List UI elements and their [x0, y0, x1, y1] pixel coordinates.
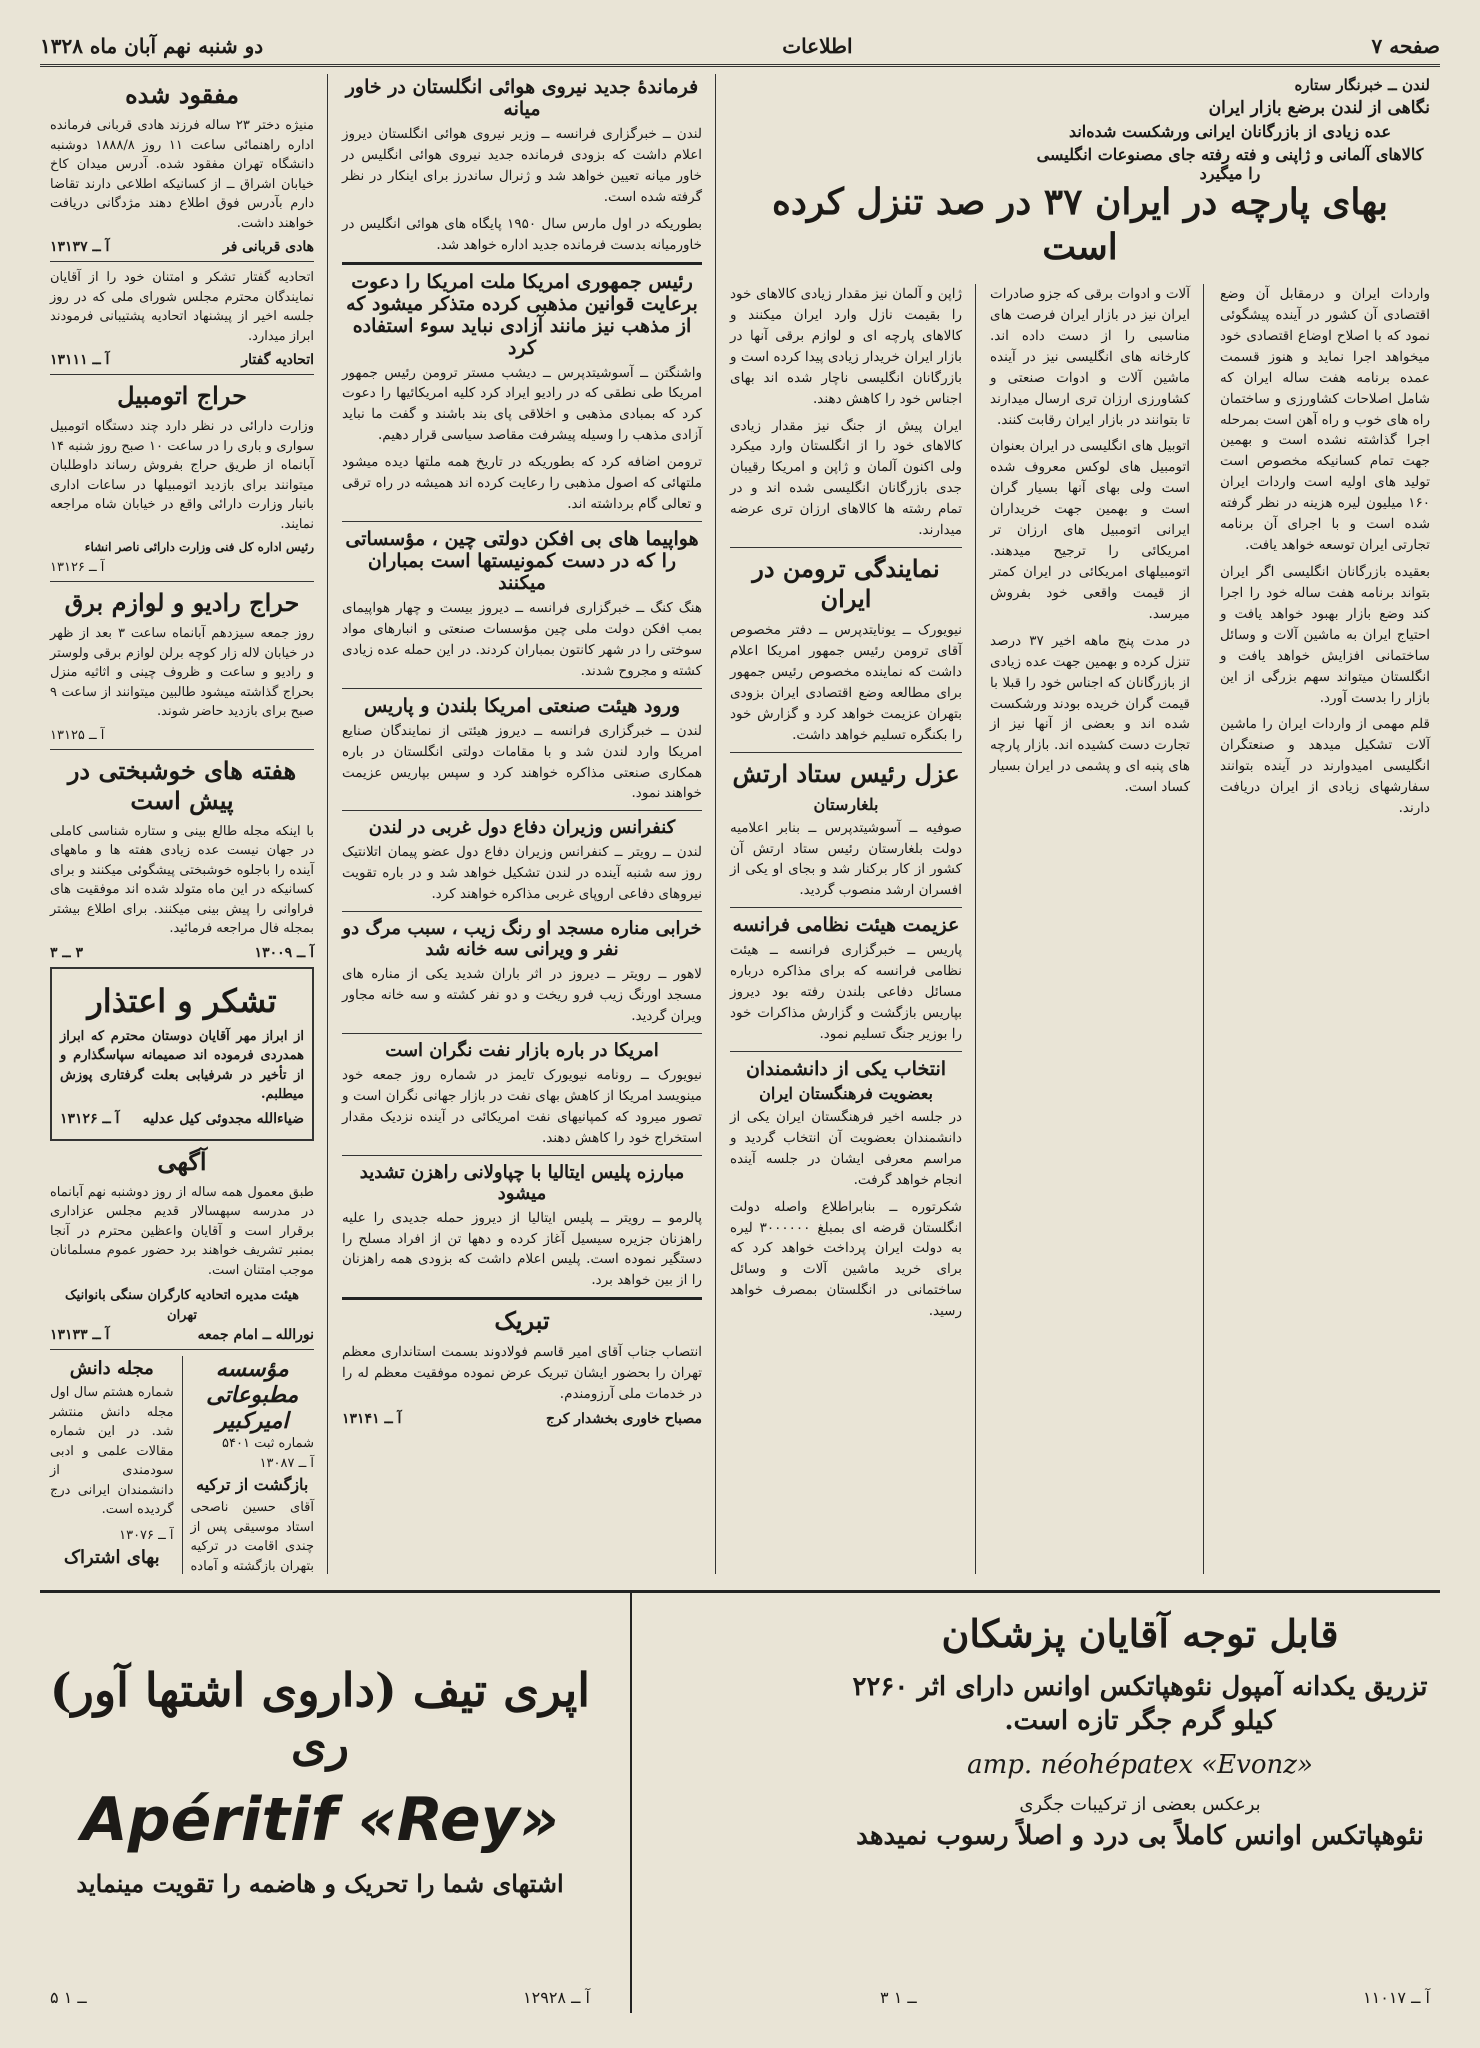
main-story-col-c	[720, 284, 972, 1574]
divider	[342, 1155, 702, 1156]
neohepatex-line-2: کیلو گرم جگر تازه است.	[1004, 1706, 1276, 1736]
notice-signature-2: نورالله ــ امام جمعه	[197, 1327, 314, 1343]
neohepatex-ref-a: آ ــ ۱۱۰۱۷	[1363, 1988, 1430, 2007]
column-world-news	[332, 74, 712, 1574]
column-rule	[1203, 284, 1204, 1574]
kicker-3: عده زیادی از بازرگانان ایرانی ورشکست شده‌اند	[1068, 122, 1392, 141]
main-body-c: ژاپن و آلمان نیز مقدار زیادی کالاهای خود را بقیمت نازل وارد ایران میکنند و کالاهای پارچه ای و لوازم برقی آنها در بازار ایران خریدار زیادی پیدا کرده است و بازرگانان انگلیسی ناچار شده اند بهای اجناس خود را کاهش دهند.	[730, 286, 962, 407]
divider	[50, 581, 314, 582]
aperitif-ref-b: ۵ ــ ۱	[50, 1988, 87, 2007]
subscription-subhead	[50, 1572, 174, 1574]
main-story-col-a	[1210, 284, 1440, 1574]
bulgaria-subhead: بلغارستان	[813, 794, 879, 814]
divider	[50, 374, 314, 375]
fortune-body: با اینکه مجله طالع بینی و ستاره شناسی کاملی در جهان نیست عده زیادی هفته ها و ماههای آینده را باجلوه خوشبختی پیشگوئی میکنند و برای کسانیکه در این ماه متولد شده اند موفقیت های فراوانی را پیش بینی میکنند. برای اطلاع بیشتر بمجله فال مراجعه فرمائید.	[50, 823, 314, 936]
fortune-ref: آ ــ ۱۳۰۰۹	[254, 944, 314, 961]
truman-body: نیویورک ــ یونایتدپرس ــ دفتر مخصوص آقای ترومن رئیس جمهور امریکا اعلام داشت که نماینده مخصوص رئیس جمهور برای مطالعه وضع اقتصادی ایران بزودی بتهران عزیمت خواهد کرد و گزارش خود را بکنگره تسلیم خواهد داشت.	[730, 622, 962, 743]
thanks-headline: تشکر و اعتذار	[87, 981, 277, 1020]
subscription-headline: بهای اشتراک	[63, 1547, 160, 1568]
lower-grid-right	[190, 1356, 314, 1574]
oil-headline: امریکا در باره بازار نفت نگران است	[385, 1039, 659, 1061]
aperitif-title: اپری تیف (داروی اشتها آور) ری	[49, 1663, 591, 1771]
divider	[730, 1051, 962, 1052]
raf-body: لندن ــ خبرگزاری فرانسه ــ وزیر نیروی هوائی انگلستان دیروز اعلام داشت که بزودی فرمانده جدید نیروی هوائی انگلیس در خاور میانه تعیین خواهد شد و ژنرال ساندرز برای اینکار در نظر گرفته شده است.	[342, 126, 702, 205]
main-body-b: آلات و ادوات برقی که جزو صادرات ایران نیز در بازار ایران فرصت های مناسبی را از دست داده اند. کارخانه های انگلیسی نیز در آینده ماشین آلات و ادوات صنعتی و کشاورزی ارزان تری ارسال میدارند تا بتوانند در بازار ایران رقابت کنند.	[990, 286, 1190, 428]
notice-headline: آگهی	[157, 1146, 207, 1176]
column-rule	[182, 1356, 183, 1574]
columns	[40, 74, 1440, 1574]
radio-auction-headline: حراج رادیو و لوازم برق	[64, 588, 300, 617]
lower-grid-left	[50, 1356, 174, 1574]
divider	[342, 810, 702, 811]
divider	[730, 547, 962, 548]
main-body-d: اتوبیل های انگلیسی در ایران بعنوان اتومبیل های لوکس معروف شده است ولی بهای آنها بسیار گران است و بهمین جهت خریداران ایرانی اتومبیل های ارزان تر امریکائی را ترجیح میدهند. اتومبیلهای امریکائی در ایران کمتر از قیمت واقعی خود بفروش میرسد.	[990, 438, 1190, 622]
china-headline: هواپیما های بی افکن دولتی چین ، مؤسساتی را که در دست کمونیستها است بمباران میکنند	[345, 527, 699, 594]
divider	[50, 261, 314, 262]
notice-ref: آ ــ ۱۳۱۳۳	[50, 1327, 110, 1343]
union-signature-row	[50, 352, 314, 368]
main-body-a: واردات ایران و درمقابل آن وضع اقتصادی آن کشور در آینده پیشگوئی نمود که با اصلاح اوضاع اقتصادی خود میخواهد اجرا نماید و هنوز قسمت عمده برنامه هفت ساله ایران که شامل اصلاحات کشاورزی و ساختمان راه های خوب و راه آهن است بمرحله اجرا گذاشته نشده است و بهمین جهت تمام کسانیکه مخصوص است تولید های اولیه است واردات ایران ۱۶۰ میلیون لیره هزینه در نظر گرفته شده است و با اجرای آن برنامه تجارتی ایران توسعه خواهد یافت.	[1220, 286, 1430, 554]
bulgaria-headline: عزل رئیس ستاد ارتش	[732, 758, 960, 788]
notice-signature: هیئت مدیره اتحادیه کارگران سنگی بانوانیک تهران	[65, 1288, 299, 1323]
column-classifieds	[40, 74, 324, 1574]
masthead	[40, 28, 1440, 67]
truman-religion-headline: رئیس جمهوری امریکا ملت امریکا را دعوت برعایت قوانین مذهبی کرده متذکر میشود که از مذهب نیز مانند آزادی نباید سوء استفاده کرد	[346, 270, 698, 359]
defence-headline: کنفرانس وزیران دفاع دول غربی در لندن	[368, 817, 676, 839]
missing-signature-row	[50, 239, 314, 255]
missing-body: منیژه دختر ۲۳ ساله فرزند هادی قربانی فرمانده اداره راهنمائی ساعت ۱۱ روز ۱۸۸۸/۸ دوشنبه دانشگاه تهران مفقود شده. آدرس میدان کاخ خیابان اشراق ــ از کسانیکه اطلاعی دارند تقاضا دارم بآدرس فوق اطلاع دهند مژدگانی دریافت خواهند داشت.	[50, 118, 314, 231]
neohepatex-latin: amp. néohépatex «Evonz»	[967, 1750, 1313, 1780]
divider	[342, 1297, 702, 1300]
main-body-e: در مدت پنج ماهه اخیر ۳۷ درصد تنزل کرده و بهمین جهت عده زیادی از بازرگانان که اجناس خود را قبلا با قیمت گران خریده بودند ورشکست شده اند و بعضی از آنها نیز از تجارت دست کشیده اند. بازار پارچه های پنبه ای و پشمی در ایران بسیار کساد است.	[990, 632, 1190, 796]
main-story-col-b	[980, 284, 1200, 1574]
danesh-ref: آ ــ ۱۳۰۷۶	[119, 1527, 174, 1543]
kicker-1: لندن ــ خبرنگار ستاره	[1294, 76, 1430, 94]
union-ref: آ ــ ۱۳۱۱۱	[50, 352, 110, 368]
radio-auction-ref: آ ــ ۱۳۱۲۵	[50, 727, 105, 743]
column-rule	[715, 74, 716, 1574]
main-headline: بهای پارچه در ایران ۳۷ در صد تنزل کرده است	[771, 181, 1389, 268]
italy-body: پالرمو ــ رویتر ــ پلیس ایتالیا از دیروز حمله جدیدی را علیه راهزنان جزیره سیسیل آغاز کرده و دهها تن از افراد مسلح را دستگیر نموده است. پلیس اعلام داشت که بزودی همه راهزنان را از بین خواهد برد.	[342, 1209, 702, 1289]
academy-subhead: بعضویت فرهنگستان ایران	[759, 1083, 933, 1103]
missing-headline: مفقود شده	[125, 80, 239, 109]
truman-religion-body-2: ترومن اضافه کرد که بطوریکه در تاریخ همه ملتها دیده میشود ملتهائی که اصول مذهبی را رعایت کرده اند همیشه در راه ترقی و تعالی گام برداشته اند.	[342, 454, 702, 513]
missing-signature: هادی قربانی فر	[222, 239, 314, 255]
danesh-body: شماره هشتم سال اول مجله دانش منتشر شد. در این شماره مقالات علمی و ادبی سودمندی از دانشمندان ایرانی درج گردیده است.	[50, 1385, 174, 1517]
thanks-body: از ابراز مهر آقایان دوستان محترم که ابراز همدردی فرموده اند صمیمانه سپاسگذارم و از تأخیر در شرفیابی بعلت گرفتاری پوزش میطلبم.	[60, 1028, 304, 1102]
main-body-f: ایران پیش از جنگ نیز مقدار زیادی کالاهای خود را از انگلستان وارد میکرد ولی اکنون آلمان و ژاپن و امریکا رقیبان جدی بازرگانان انگلیسی شده اند و در تمام رشته ها کالاهای ارزان تری عرضه میدارند.	[730, 417, 962, 539]
neohepatex-ref-b: ۳ ــ ۱	[880, 1988, 917, 2007]
oil-body: نیویورک ــ رونامه نیویورک تایمز در شماره روز جمعه خود مینویسد امریکا از کاهش بهای نفت در بازار جهانی نگران است و تصور میرود که کمپانیهای نفت امریکائی در آینده نزدیک مقدار استخراج خود را کاهش دهند.	[342, 1066, 702, 1146]
main-headline-block	[720, 174, 1440, 274]
ad-divider	[630, 1593, 632, 2013]
car-auction-body: وزارت دارائی در نظر دارد چند دستگاه اتومبیل سواری و باری را در ساعت ۱۰ صبح روز شنبه ۱۴ آبانماه از طریق حراج بفروش رساند داوطلبان میتوانند برای بازدید اتومبیلها در ساعات اداری بانبار وزارت دارائی واقع در خیابان شاه مراجعه نمایند.	[50, 419, 314, 532]
divider	[730, 752, 962, 753]
aperitif-latin: Apéritif «Rey»	[81, 1785, 559, 1855]
aperitif-ref-a: آ ــ ۱۲۹۲۸	[523, 1988, 590, 2007]
italy-headline: مبارزه پلیس ایتالیا با چپاولانی راهزن تشدید میشود	[359, 1161, 685, 1204]
truman-religion-body: واشنگتن ــ آسوشیتدپرس ــ دیشب مستر ترومن رئیس جمهور امریکا طی نطقی که در رادیو ایراد کرد کلیه امریکائیها را دعوت کرد که بمبادی مذهبی و اخلاقی پای بند باشند و گفت ما نباید آزادی مذهب را وسیله پیشرفت مقاصد سیاسی قرار دهیم.	[342, 364, 702, 444]
france-mission-body: پاریس ــ خبرگزاری فرانسه ــ هیئت نظامی فرانسه که برای مذاکره درباره مسائل دفاعی بلندن رفته بود دیروز بپاریس بازگشت و گزارش مذاکرات خود را بوزیر جنگ تسلیم نمود.	[730, 942, 962, 1042]
page-number: صفحه ۷	[1371, 34, 1440, 58]
column-rule	[327, 74, 328, 1574]
paper-name: اطلاعات	[782, 34, 853, 58]
neohepatex-ad	[840, 1593, 1440, 2013]
mosque-headline: خرابی مناره مسجد او رنگ زیب ، سبب مرگ دو نفر و ویرانی سه خانه شد	[342, 918, 702, 961]
mosque-body: لاهور ــ رویتر ــ دیروز در اثر باران شدید یکی از مناره های مسجد اورنگ زیب فرو ریخت و دو نفر کشته و سه خانه مجاور ویران گردید.	[342, 966, 702, 1024]
danesh-headline: مجله دانش	[69, 1358, 154, 1379]
us-mission-headline: ورود هیئت صنعتی امریکا بلندن و پاریس	[363, 694, 681, 717]
column-rule	[975, 284, 976, 1574]
truman-headline: نمایندگی ترومن در ایران	[752, 554, 940, 614]
car-auction-signature: رئیس اداره کل فنی وزارت دارائی ناصر انشاء	[84, 540, 314, 554]
date-line: دو شنبه نهم آبان ماه ۱۳۲۸	[40, 34, 264, 58]
turkey-headline: بازگشت از ترکیه	[196, 1475, 309, 1494]
neohepatex-line-3: برعکس بعضی از ترکیبات جگری	[1019, 1794, 1261, 1815]
loan-body: شکرتوره ــ بنابراطلاع واصله دولت انگلستان قرضه ای بمبلغ ۳۰۰۰۰۰۰ لیره به دولت ایران پرداخت خواهد کرد که برای خرید ماشین آلات و وسائل ساختمانی در انگلستان بمصرف خواهد رسید.	[730, 1198, 962, 1320]
thanks-ref: آ ــ ۱۳۱۲۶	[60, 1110, 120, 1127]
congrats-signature-row	[342, 1411, 702, 1427]
congrats-body: انتصاب جناب آقای امیر قاسم فولادوند بسمت استانداری معظم تهران را بحضور ایشان تبریک عرض نموده موفقیت معظم له را در خدمات ملی آرزومندم.	[342, 1344, 702, 1403]
main-body-g: بعقیده بازرگانان انگلیسی اگر ایران بتواند برنامه هفت ساله خود را اجرا کند وضع بازار بهبود خواهد یافت و احتیاج ایران به ماشین آلات و وسائل ساختمانی افزایش خواهد یافت و انگلستان میتواند سهم بزرگی از این بازار را بدست آورد.	[1220, 563, 1430, 706]
fortune-ref-2: ۳ ــ ۳	[50, 944, 84, 961]
bottom-ads	[40, 1590, 1440, 2013]
thanks-signature-row	[60, 1111, 304, 1127]
divider	[342, 521, 702, 522]
aperitif-line: اشتهای شما را تحریک و هاضمه را تقویت مینماید	[76, 1869, 564, 1898]
lower-grid	[50, 1356, 314, 1574]
academy-body: در جلسه اخیر فرهنگستان ایران یکی از دانشمندان بعضویت آن انتخاب گردید و مراسم معرفی ایشان در جلسه آینده انجام خواهد گرفت.	[730, 1108, 962, 1188]
congrats-headline: تبریک	[494, 1306, 550, 1336]
france-mission-headline: عزیمت هیئت نظامی فرانسه	[732, 914, 960, 937]
notice-ref-row	[50, 1327, 314, 1343]
divider	[342, 262, 702, 265]
raf-body-2: بطوریکه در اول مارس سال ۱۹۵۰ پایگاه های هوائی انگلیس در خاورمیانه بدست فرمانده جدید اداره خواهد شد.	[342, 215, 702, 253]
divider	[342, 911, 702, 912]
thanks-signature: ضیاءالله مجدوئی کیل عدلیه	[142, 1110, 304, 1127]
turkey-body: آقای حسین ناصحی استاد موسیقی پس از چندی اقامت در ترکیه بتهران بازگشته و آماده	[190, 1500, 314, 1574]
divider	[730, 907, 962, 908]
divider	[342, 688, 702, 689]
divider	[342, 1033, 702, 1034]
divider	[50, 1349, 314, 1350]
car-auction-ref: آ ــ ۱۳۱۲۶	[50, 560, 105, 575]
academy-headline: انتخاب یکی از دانشمندان	[745, 1057, 947, 1080]
radio-auction-body: روز جمعه سیزدهم آبانماه ساعت ۳ بعد از ظهر در خیابان لاله زار کوچه برلن لوازم برقی ولوستر و رادیو و ساعت و ظروف چینی و اثاثیه منزل بحراج گذاشته میشود طالبین میتوانند از ساعت ۹ صبح برای بازدید حاضر شوند.	[50, 626, 314, 719]
congrats-ref: آ ــ ۱۳۱۴۱	[342, 1411, 402, 1428]
raf-headline: فرماندهٔ جدید نیروی هوائی انگلستان در خاور میانه	[345, 76, 699, 120]
missing-ref: آ ــ ۱۳۱۳۷	[50, 239, 110, 255]
amirkabir-ref-a: شماره ثبت ۵۴۰۱	[222, 1436, 314, 1451]
congrats-signature: مصباح خاوری بخشدار کرج	[545, 1411, 702, 1428]
notice-body: طبق معمول همه ساله از روز دوشنبه نهم آبانماه در مدرسه سپهسالار قدیم مجلس عزاداری برقرار است و آقایان واعظین محترم در آنجا بمنبر تشریف خواهند برد حضور عموم مسلمانان موجب امتنان است.	[50, 1184, 314, 1278]
neohepatex-line-4: نئوهپاتکس اوانس کاملاً بی درد و اصلاً رسوب نمیدهد	[856, 1821, 1424, 1851]
bulgaria-body: صوفیه ــ آسوشیتدپرس ــ بنابر اعلامیه دولت بلغارستان رئیس ستاد ارتش آن کشور از کار برکنار شد و بجای او یکی از افسران ارشد منصوب گردید.	[730, 819, 962, 899]
kicker-4: کالاهای آلمانی و ژاپنی و فته رفته جای مصنوعات انگلیسی را میگیرد	[1036, 145, 1424, 183]
amirkabir-logo: مؤسسه مطبوعاتی امیرکبیر	[206, 1356, 299, 1434]
china-body: هنگ کنگ ــ خبرگزاری فرانسه ــ دیروز بیست و چهار هواپیمای بمب افکن دولت ملی چین مؤسسات صنعتی و انبارهای مواد سوختی را در شهر کانتون بمباران کردند. در این حمله عده زیادی کشته و مجروح شدند.	[342, 599, 702, 679]
union-thanks-body: اتحادیه گفتار تشکر و امتنان خود را از آقایان نمایندگان محترم مجلس شورای ملی که در روز جلسه اخیر از پیشنهاد اتحادیه پشتیبانی فرمودند ابراز میدارد.	[50, 270, 314, 344]
us-mission-body: لندن ــ خبرگزاری فرانسه ــ دیروز هیئتی از نمایندگان صنایع امریکا وارد لندن شد و با مقامات دولتی انگلستان در باره همکاری صنعتی مذاکره خواهند کرد و سپس بپاریس عزیمت خواهند نمود.	[342, 722, 702, 802]
aperitif-ad	[40, 1593, 600, 2013]
defence-body: لندن ــ رویتر ــ کنفرانس وزیران دفاع دول عضو پیمان اتلانتیک روز سه شنبه آینده در لندن تشکیل خواهد شد و در باره تقویت نیروهای دفاعی اروپای غربی مذاکره خواهند کرد.	[342, 844, 702, 903]
fortune-headline: هفته های خوشبختی در پیش است	[67, 755, 297, 815]
divider	[50, 749, 314, 750]
main-body-bottom: قلم مهمی از واردات ایران را ماشین آلات تشکیل میدهد و صنعتگران انگلیسی امیدوارند در آینده بتوانند سفارشهای زیادی از ایران دریافت دارند.	[1220, 716, 1430, 817]
fortune-ref-row	[50, 945, 314, 961]
car-auction-headline: حراج اتومبیل	[117, 381, 247, 410]
amirkabir-ref-b: آ ــ ۱۳۰۸۷	[259, 1455, 314, 1471]
neohepatex-title: قابل توجه آقایان پزشکان	[941, 1611, 1339, 1656]
neohepatex-line-1: تزریق یکدانه آمپول نئوهپاتکس اوانس دارای اثر ۲۲۶۰	[852, 1672, 1428, 1702]
thanks-box	[50, 967, 314, 1141]
union-signature: اتحادیه گفتار	[241, 352, 314, 368]
kicker-2: نگاهی از لندن برضع بازار ایران	[1208, 98, 1430, 118]
